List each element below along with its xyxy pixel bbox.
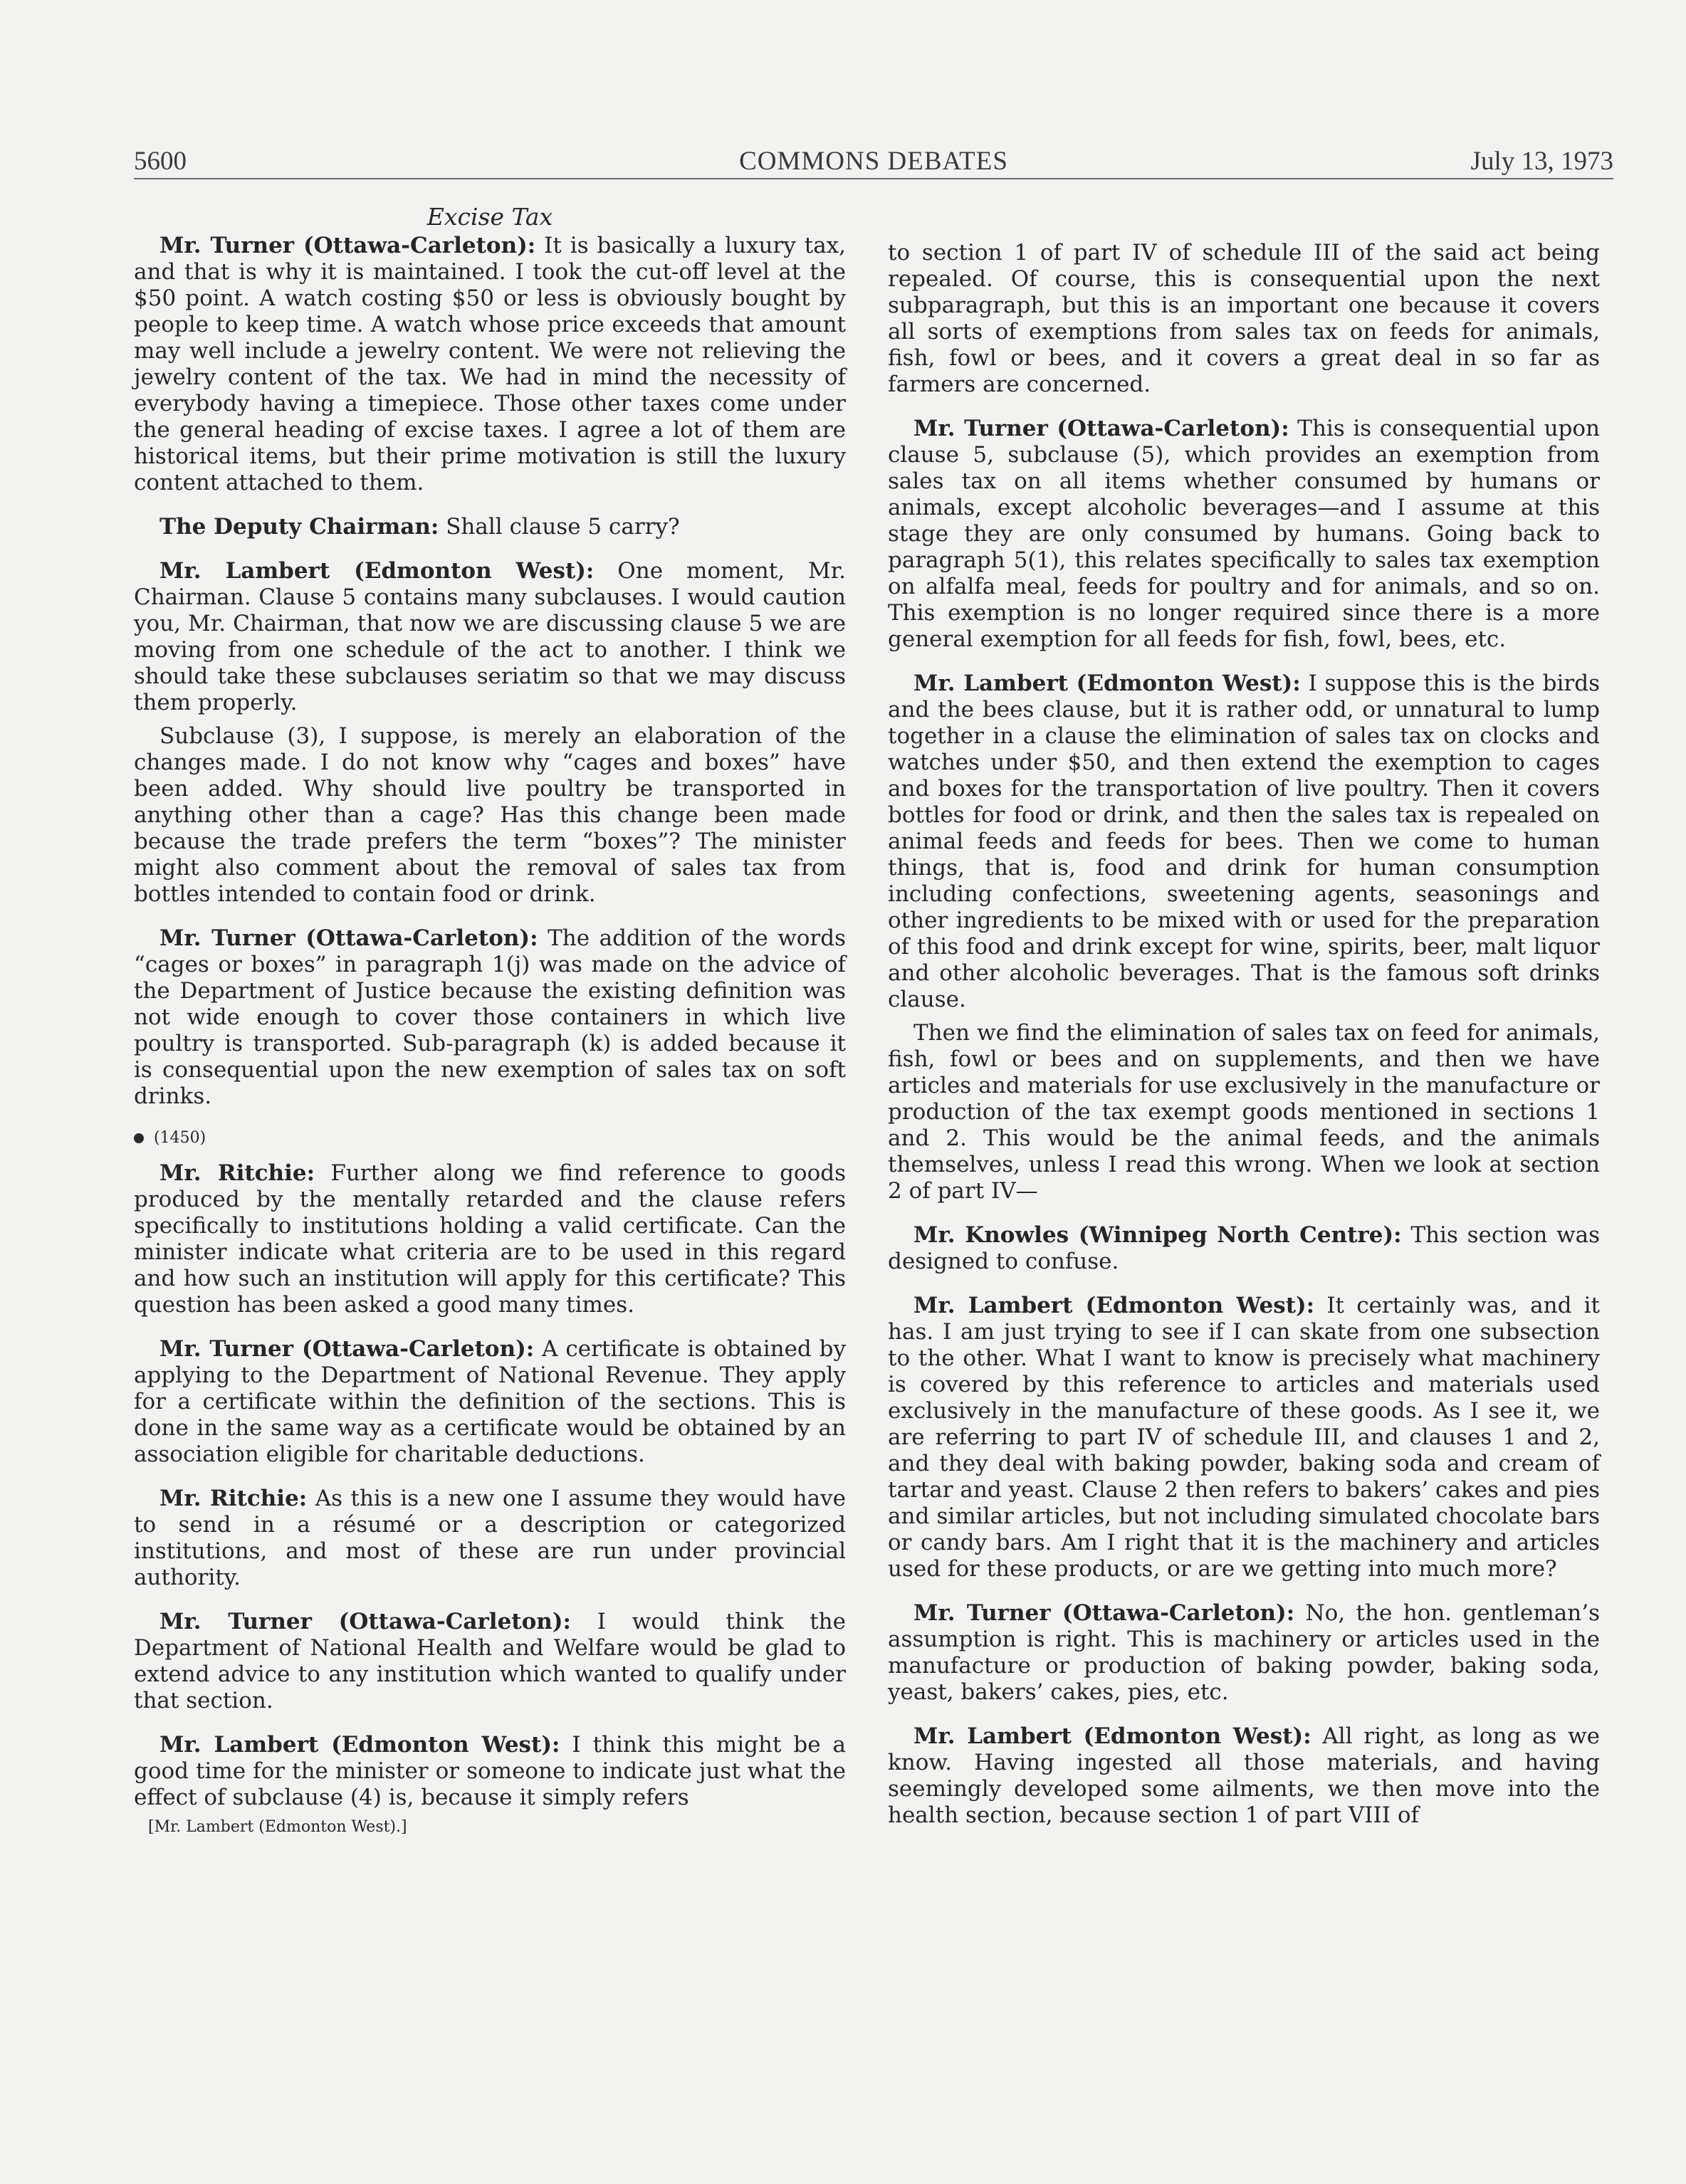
speech-text: The addition of the words “cages or boxes” in paragraph 1(j) was made on the advice of the Department of Justice because the existing definition was not wide enough to cover those containers in which live poultry is transported. Sub-paragraph (k) is added because it is consequential upon the new exemption of sales tax on soft drinks.: [134, 925, 846, 1109]
speaker-name: Mr. Turner (Ottawa-Carleton):: [913, 416, 1289, 441]
speech-paragraph: [134, 925, 846, 1110]
time-marker: [134, 1128, 846, 1149]
speech-text: It is basically a luxury tax, and that is why it is maintained. I took the cut-off level at the $50 point. A watch costing $50 or less is obviously bought by people to keep time. A watch whose price exceeds that amount may well include a jewelry content. We were not relieving the jewelry content of the tax. We had in mind the necessity of everybody having a timepiece. Those other taxes come under the general heading of excise taxes. I agree a lot of them are historical items, but their prime motivation is still the luxury content attached to them.: [134, 233, 847, 495]
speech-text: This section was designed to confuse.: [888, 1222, 1601, 1274]
speech-paragraph: [888, 1020, 1600, 1204]
speech-paragraph: [888, 416, 1600, 653]
speaker-name: Mr. Turner (Ottawa-Carleton):: [159, 1336, 535, 1362]
speech-text: Subclause (3), I suppose, is merely an elaboration of the changes made. I do not know why “cages and boxes” have been added. Why should live poultry be transported in anything other than a cage? Has this change been made because the trade prefers the term “boxes”? The minister might also comment about the removal of sales tax from bottles intended to contain food or drink.: [134, 723, 846, 907]
speaker-name: Mr. Ritchie:: [159, 1160, 315, 1186]
left-column: [134, 203, 846, 1840]
speech-text: It certainly was, and it has. I am just trying to see if I can skate from one subsection to the other. What I want to know is precisely what machinery is covered by this reference to articles and materials used exclusively in the manufacture of these goods. As I see it, we are referring to part IV of schedule III, and clauses 1 and 2, and they deal with baking powder, baking soda and cream of tartar and yeast. Clause 2 then refers to bakers’ cakes and pies and similar articles, but not including simulated chocolate bars or candy bars. Am I right that it is the machinery and articles used for these products, or are we getting into much more?: [888, 1293, 1600, 1582]
speech-paragraph: [888, 1222, 1600, 1275]
speaker-name: Mr. Lambert (Edmonton West):: [159, 558, 595, 584]
speaker-name: Mr. Turner (Ottawa-Carleton):: [159, 925, 538, 951]
speech-text: Shall clause 5 carry?: [439, 514, 680, 540]
column-footnote: [Mr. Lambert (Edmonton West).]: [148, 1818, 407, 1836]
speech-paragraph: [134, 1609, 846, 1714]
speech-paragraph: [134, 514, 846, 540]
speech-text: I suppose this is the birds and the bees clause, but it is rather odd, or unnatural to lump together in a clause the elimination of sales tax on clocks and watches under $50, and then extend the exemption to cages and boxes for the transportation of live poultry. Then it covers bottles for food or drink, and then the sales tax is repealed on animal feeds and feeds for bees. Then we come to human things, that is, food and drink for human consumption including confections, sweetening agents, seasonings and other ingredients to be mixed with or used for the preparation of this food and drink except for wine, spirits, beer, malt liquor and other alcoholic beverages. That is the famous soft drinks clause.: [888, 671, 1600, 1012]
speaker-name: Mr. Lambert (Edmonton West):: [913, 671, 1301, 696]
section-title: Excise Tax: [426, 203, 553, 231]
speaker-name: The Deputy Chairman:: [159, 514, 439, 540]
header-rule: [134, 178, 1613, 179]
speech-paragraph: [134, 1336, 846, 1468]
speech-paragraph: [888, 240, 1600, 398]
publication-title: COMMONS DEBATES: [739, 147, 1008, 176]
page-number: 5600: [134, 147, 187, 176]
speech-text: I would think the Department of National Health and Welfare would be glad to extend advice to any institution which wanted to qualify under that section.: [134, 1609, 846, 1713]
speech-paragraph: [888, 671, 1600, 1013]
speech-paragraph: [134, 1160, 846, 1318]
speech-text: Further along we find reference to goods produced by the mentally retarded and the clause refers specifically to institutions holding a valid certificate. Can the minister indicate what criteria are to be used in this regard and how such an institution will apply for this certificate? This question has been asked a good many times.: [134, 1160, 846, 1318]
speech-text: Then we find the elimination of sales tax on feed for animals, fish, fowl or bees and on supplements, and then we have articles and materials for use exclusively in the manufacture or production of the tax exempt goods mentioned in sections 1 and 2. This would be the animal feeds, and the animals themselves, unless I read this wrong. When we look at section 2 of part IV—: [888, 1020, 1600, 1204]
right-column: [888, 240, 1600, 1847]
speech-text: No, the hon. gentleman’s assumption is right. This is machinery or articles used in the manufacture or production of baking powder, baking soda, yeast, bakers’ cakes, pies, etc.: [888, 1600, 1600, 1705]
speech-text: I think this might be a good time for the minister or someone to indicate just what the effect of subclause (4) is, because it simply refers: [134, 1732, 847, 1810]
speech-text: to section 1 of part IV of schedule III of the said act being repealed. Of course, this is consequential upon the next subparagraph, but this is an important one because it covers all sorts of exemptions from sales tax on feeds for animals, fish, fowl or bees, and it covers a great deal in so far as farmers are concerned.: [888, 240, 1600, 397]
speech-text: A certificate is obtained by applying to the Department of National Revenue. They apply for a certificate within the definition of the sections. This is done in the same way as a certificate would be obtained by an association eligible for charitable deductions.: [134, 1336, 847, 1467]
speaker-name: Mr. Ritchie:: [159, 1486, 308, 1511]
speech-text: This is consequential upon clause 5, subclause (5), which provides an exemption from sales tax on all items whether consumed by humans or animals, except alcoholic beverages—and I assume at this stage they are only consumed by humans. Going back to paragraph 5(1), this relates specifically to sales tax exemption on alfalfa meal, feeds for poultry and for animals, and so on. This exemption is no longer required since there is a more general exemption for all feeds for fish, fowl, bees, etc.: [888, 416, 1601, 652]
speaker-name: Mr. Knowles (Winnipeg North Centre):: [913, 1222, 1402, 1248]
speech-paragraph: [888, 1600, 1600, 1706]
speech-paragraph: [134, 1486, 846, 1591]
speaker-name: Mr. Lambert (Edmonton West):: [159, 1732, 560, 1758]
speech-paragraph: [134, 558, 846, 716]
time-marker-text: (1450): [154, 1129, 206, 1147]
speech-paragraph: [134, 723, 846, 908]
speaker-name: Mr. Lambert (Edmonton West):: [913, 1293, 1315, 1318]
speech-paragraph: [888, 1723, 1600, 1829]
speaker-name: Mr. Lambert (Edmonton West):: [913, 1723, 1311, 1749]
speech-text: One moment, Mr. Chairman. Clause 5 contains many subclauses. I would caution you, Mr. Chairman, that now we are discussing clause 5 we are moving from one schedule of the act to another. I think we should take these subclauses seriatim so that we may discuss them properly.: [134, 558, 846, 715]
speaker-name: Mr. Turner (Ottawa-Carleton):: [159, 1609, 571, 1634]
speaker-name: Mr. Turner (Ottawa-Carleton):: [913, 1600, 1295, 1626]
header-date: July 13, 1973: [1470, 147, 1613, 176]
speech-text: All right, as long as we know. Having ingested all those materials, and having seemingly developed some ailments, we then move into the health section, because section 1 of part VIII of: [888, 1723, 1600, 1828]
speech-paragraph: [888, 1293, 1600, 1582]
speech-text: As this is a new one I assume they would have to send in a résumé or a description or categorized institutions, and most of these are run under provincial authority.: [134, 1486, 846, 1590]
page-header: [134, 146, 1613, 179]
bullet-icon: [134, 1133, 144, 1143]
speech-paragraph: [134, 233, 846, 496]
speaker-name: Mr. Turner (Ottawa-Carleton):: [159, 233, 536, 258]
speech-paragraph: [134, 1732, 846, 1811]
